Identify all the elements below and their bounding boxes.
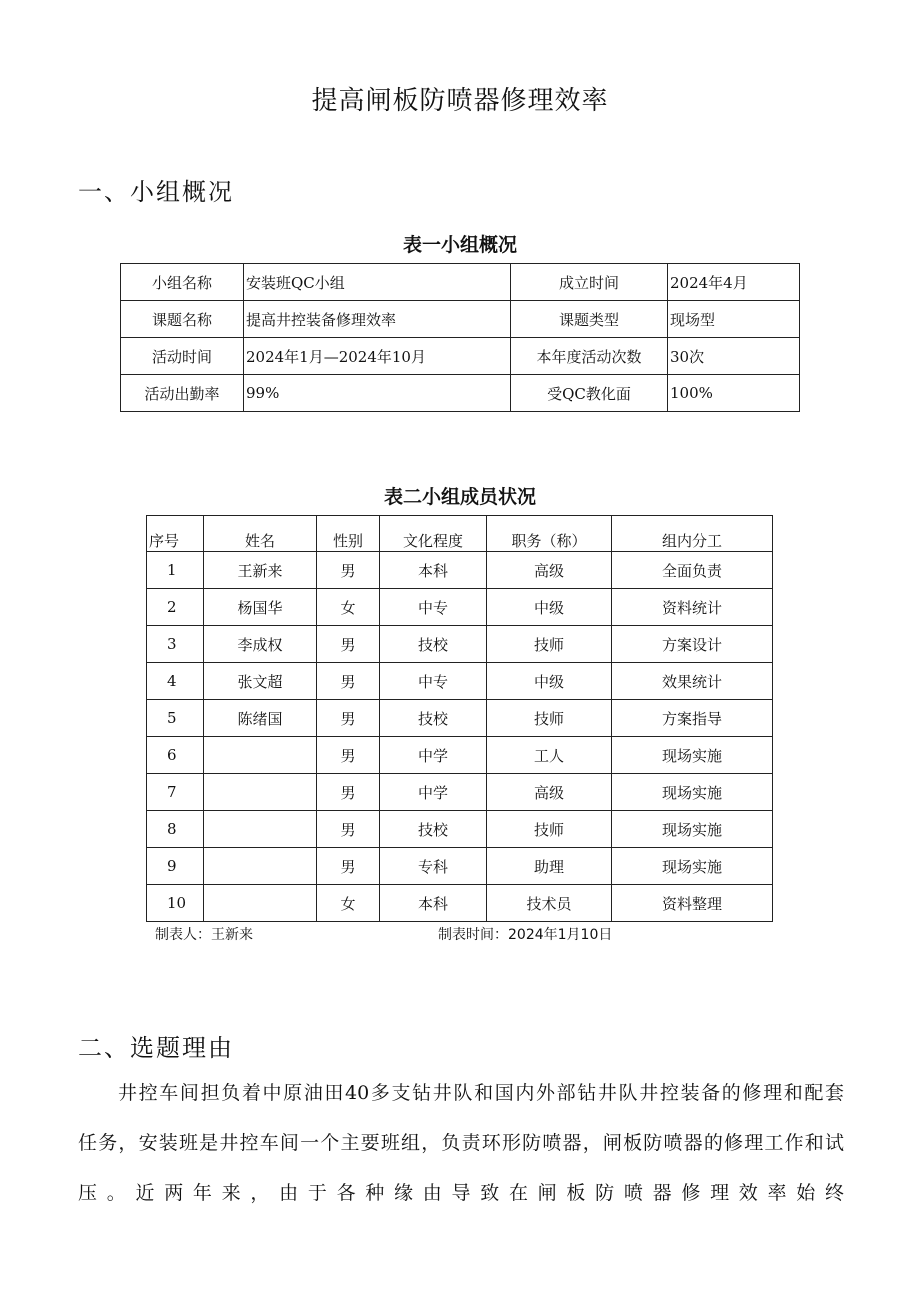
- table-cell: 3: [147, 626, 204, 663]
- section-heading-overview: 一、小组概况: [78, 178, 234, 206]
- table-cell: 中学: [380, 737, 487, 774]
- table-cell: 男: [317, 848, 380, 885]
- table-cell: 5: [147, 700, 204, 737]
- table-row: [147, 589, 773, 626]
- field-value: 100%: [668, 375, 800, 412]
- column-header: 姓名: [204, 516, 317, 552]
- paragraph-line: 任务，安装班是井控车间一个主要班组，负责环形防喷器，闸板防喷器的修理工作和试: [78, 1132, 844, 1154]
- field-value: 提高井控装备修理效率: [244, 301, 511, 338]
- table-cell: 技校: [380, 700, 487, 737]
- table-cell: 女: [317, 885, 380, 922]
- table-row: [147, 700, 773, 737]
- table-cell: [204, 848, 317, 885]
- field-value: 99%: [244, 375, 511, 412]
- table-cell: 方案设计: [612, 626, 773, 663]
- table-date: 制表时间：2024年1月10日: [438, 927, 613, 943]
- table-cell: 9: [147, 848, 204, 885]
- table-row: [121, 264, 800, 301]
- table-cell: 现场实施: [612, 848, 773, 885]
- table-cell: 中专: [380, 589, 487, 626]
- table-maker: 制表人：王新来: [155, 927, 253, 943]
- table-cell: 女: [317, 589, 380, 626]
- field-label: 活动时间: [121, 338, 244, 375]
- table-cell: 4: [147, 663, 204, 700]
- table-cell: 10: [147, 885, 204, 922]
- table-cell: 资料统计: [612, 589, 773, 626]
- field-value: 现场型: [668, 301, 800, 338]
- table-cell: 中专: [380, 663, 487, 700]
- table-cell: 男: [317, 811, 380, 848]
- table-cell: 现场实施: [612, 737, 773, 774]
- document-title: 提高闸板防喷器修理效率: [311, 86, 609, 116]
- table-row: [121, 338, 800, 375]
- paragraph-line: 井控车间担负着中原油田40多支钻井队和国内外部钻井队井控装备的修理和配套: [118, 1082, 844, 1104]
- field-value: 2024年4月: [668, 264, 800, 301]
- table-cell: 技师: [487, 700, 612, 737]
- table-cell: 中学: [380, 774, 487, 811]
- table-cell: 男: [317, 552, 380, 589]
- table-cell: 张文超: [204, 663, 317, 700]
- group-overview-table: [120, 263, 800, 412]
- members-table: [146, 515, 773, 922]
- field-label: 课题名称: [121, 301, 244, 338]
- table-row: [121, 301, 800, 338]
- field-label: 小组名称: [121, 264, 244, 301]
- table1-caption: 表一小组概况: [402, 234, 517, 256]
- table-header-row: [147, 516, 773, 552]
- table-row: [147, 663, 773, 700]
- table-cell: 李成权: [204, 626, 317, 663]
- paragraph-line: 压。近两年来，由于各种缘由导致在闸板防喷器修理效率始终: [78, 1182, 844, 1204]
- table-cell: 高级: [487, 774, 612, 811]
- table-cell: 工人: [487, 737, 612, 774]
- table-cell: 男: [317, 774, 380, 811]
- table-cell: 陈绪国: [204, 700, 317, 737]
- field-label: 成立时间: [511, 264, 668, 301]
- table-cell: [204, 774, 317, 811]
- table-cell: 8: [147, 811, 204, 848]
- table-cell: [204, 811, 317, 848]
- field-label: 本年度活动次数: [511, 338, 668, 375]
- table-cell: 效果统计: [612, 663, 773, 700]
- field-label: 课题类型: [511, 301, 668, 338]
- table-row: [147, 811, 773, 848]
- table-cell: 本科: [380, 552, 487, 589]
- column-header: 文化程度: [380, 516, 487, 552]
- field-label: 受QC教化面: [511, 375, 668, 412]
- table-row: [147, 885, 773, 922]
- column-header: 序号: [147, 516, 204, 552]
- table-row: [147, 774, 773, 811]
- table-cell: 技校: [380, 626, 487, 663]
- table-cell: 全面负责: [612, 552, 773, 589]
- table-cell: 现场实施: [612, 811, 773, 848]
- table-cell: 本科: [380, 885, 487, 922]
- table-cell: 技师: [487, 811, 612, 848]
- field-label: 活动出勤率: [121, 375, 244, 412]
- table-cell: 男: [317, 663, 380, 700]
- field-value: 安装班QC小组: [244, 264, 511, 301]
- table-row: [147, 737, 773, 774]
- field-value: 2024年1月—2024年10月: [244, 338, 511, 375]
- table-row: [147, 848, 773, 885]
- table-cell: 高级: [487, 552, 612, 589]
- table-row: [121, 375, 800, 412]
- table-cell: 专科: [380, 848, 487, 885]
- section-heading-reason: 二、选题理由: [78, 1034, 234, 1062]
- table-cell: 男: [317, 737, 380, 774]
- column-header: 职务（称）: [487, 516, 612, 552]
- field-value: 30次: [668, 338, 800, 375]
- table-cell: 王新来: [204, 552, 317, 589]
- table-cell: 男: [317, 626, 380, 663]
- table-cell: [204, 737, 317, 774]
- table-cell: 6: [147, 737, 204, 774]
- table-row: [147, 552, 773, 589]
- table-cell: [204, 885, 317, 922]
- table-cell: 2: [147, 589, 204, 626]
- table-cell: 技师: [487, 626, 612, 663]
- table-cell: 1: [147, 552, 204, 589]
- table-row: [147, 626, 773, 663]
- table-cell: 助理: [487, 848, 612, 885]
- table-cell: 现场实施: [612, 774, 773, 811]
- table-cell: 男: [317, 700, 380, 737]
- table-cell: 方案指导: [612, 700, 773, 737]
- table-cell: 中级: [487, 663, 612, 700]
- table-cell: 中级: [487, 589, 612, 626]
- table-cell: 技校: [380, 811, 487, 848]
- table-cell: 资料整理: [612, 885, 773, 922]
- column-header: 性别: [317, 516, 380, 552]
- table-cell: 7: [147, 774, 204, 811]
- table-cell: 技术员: [487, 885, 612, 922]
- table-cell: 杨国华: [204, 589, 317, 626]
- table2-caption: 表二小组成员状况: [383, 486, 536, 508]
- column-header: 组内分工: [612, 516, 773, 552]
